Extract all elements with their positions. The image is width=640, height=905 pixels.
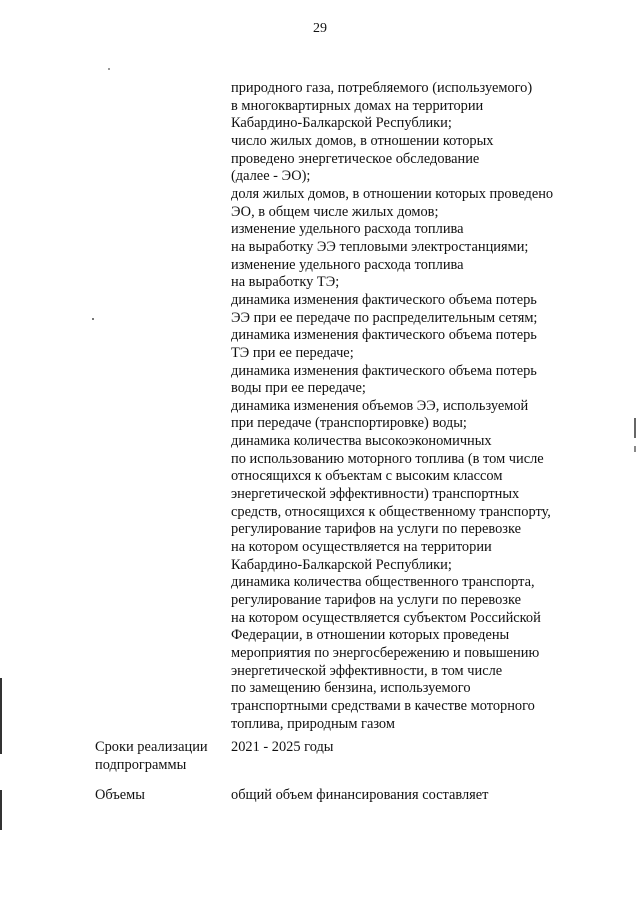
indicator-line: динамика изменения объемов ЭЭ, используемой (231, 397, 529, 414)
indicator-line: транспортными средствами в качестве моторного (231, 697, 535, 714)
scan-edge-mark (0, 678, 2, 754)
indicator-line: энергетической эффективности) транспортных (231, 486, 520, 503)
indicator-line: средств, относящихся к общественному транспорту, (231, 503, 551, 520)
indicator-line: число жилых домов, в отношении которых (231, 132, 494, 149)
indicator-line: на выработку ЭЭ тепловыми электростанциями; (231, 238, 529, 255)
indicator-line: изменение удельного расхода топлива (231, 256, 464, 273)
scan-edge-mark (634, 446, 636, 452)
indicator-line: изменение удельного расхода топлива (231, 221, 464, 238)
volume-label (95, 786, 225, 804)
indicator-line: регулирование тарифов на услуги по перевозке (231, 521, 521, 538)
indicator-line: регулирование тарифов на услуги по перевозке (231, 592, 521, 609)
scan-edge-mark (0, 790, 2, 830)
period-label-line-2: подпрограммы (95, 757, 187, 773)
indicator-line: динамика количества общественного транспорта, (231, 574, 535, 591)
volume-label-text: Объемы (95, 787, 145, 803)
indicator-line: при передаче (транспортировке) воды; (231, 415, 467, 432)
indicator-line: динамика количества высокоэкономичных (231, 433, 492, 450)
indicator-line: на котором осуществляется субъектом Российской (231, 609, 541, 626)
indicator-line: в многоквартирных домах на территории (231, 97, 484, 114)
indicator-line: динамика изменения фактического объема потерь (231, 291, 537, 308)
scan-edge-mark (634, 418, 636, 438)
page-number: 29 (313, 21, 327, 36)
indicator-line: на котором осуществляется на территории (231, 539, 492, 556)
indicator-line: доля жилых домов, в отношении которых проведено (231, 185, 554, 202)
indicator-line: Федерации, в отношении которых проведены (231, 627, 510, 644)
indicator-line: энергетической эффективности, в том числе (231, 662, 503, 679)
indicator-line: воды при ее передаче; (231, 380, 366, 397)
indicator-line: мероприятия по энергосбережению и повышению (231, 645, 540, 661)
indicator-line: топлива, природным газом (231, 715, 395, 732)
indicator-line: динамика изменения фактического объема потерь (231, 362, 537, 379)
scan-speck (108, 68, 110, 70)
indicator-line: ЭО, в общем числе жилых домов; (231, 203, 439, 220)
indicator-line: относящихся к объектам с высоким классом (231, 468, 503, 485)
indicator-line: (далее - ЭО); (231, 168, 311, 185)
indicator-line: по замещению бензина, используемого (231, 680, 471, 697)
indicator-line: Кабардино-Балкарской Республики; (231, 556, 452, 573)
indicator-list (231, 80, 611, 733)
indicator-line: ТЭ при ее передаче; (231, 344, 354, 361)
indicator-line: ЭЭ при ее передаче по распределительным сетям; (231, 309, 538, 326)
scan-speck (92, 318, 94, 320)
indicator-line: проведено энергетическое обследование (231, 150, 480, 167)
period-label-line-1: Сроки реализации (95, 739, 208, 755)
indicator-line: Кабардино-Балкарской Республики; (231, 115, 452, 132)
indicator-line: природного газа, потребляемого (используемого) (231, 80, 533, 96)
period-value: 2021 - 2025 годы (231, 739, 334, 755)
volume-value: общий объем финансирования составляет (231, 787, 489, 803)
indicator-line: по использованию моторного топлива (в том числе (231, 450, 544, 467)
indicator-line: динамика изменения фактического объема потерь (231, 327, 537, 344)
indicator-line: на выработку ТЭ; (231, 274, 340, 291)
period-label (95, 738, 225, 774)
